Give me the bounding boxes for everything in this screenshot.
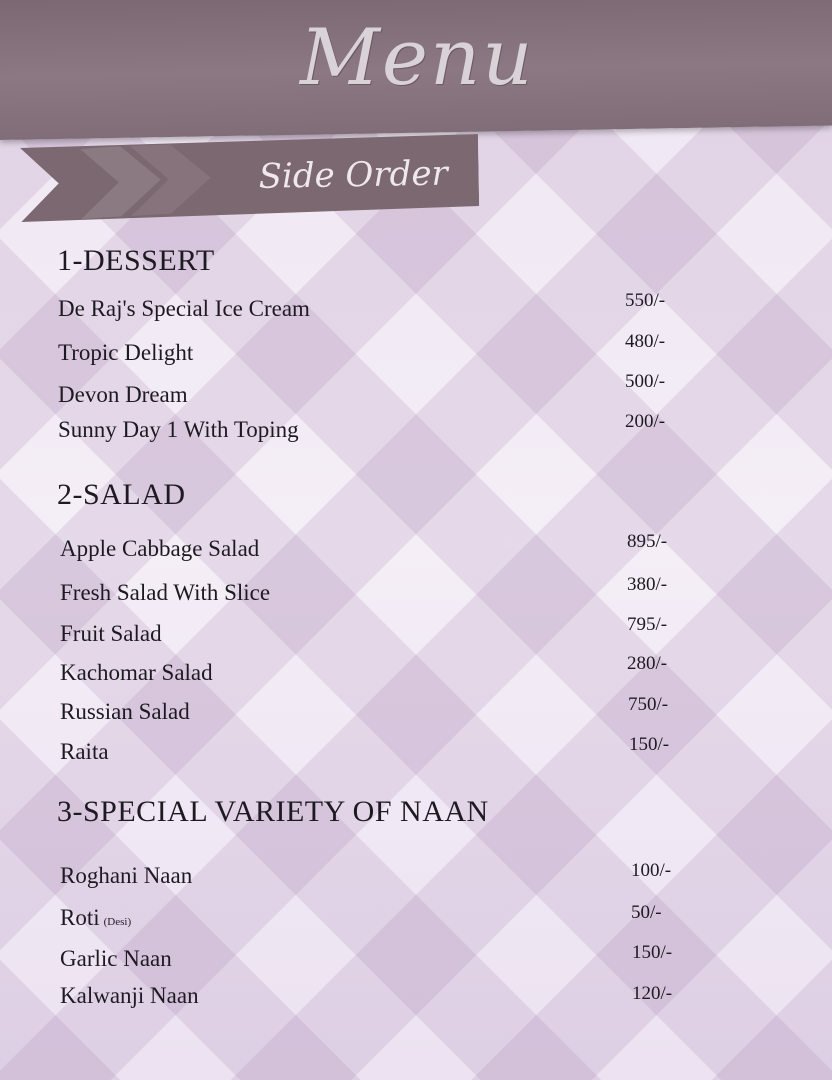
item-price: 500/- — [625, 371, 666, 392]
banner-label: Side Order — [258, 153, 449, 197]
item-price: 550/- — [625, 290, 666, 311]
list-item: Sunny Day 1 With Toping — [58, 417, 299, 442]
section-title-dessert: 1-DESSERT — [57, 244, 215, 277]
item-price: 380/- — [627, 574, 668, 595]
side-order-banner — [20, 134, 479, 224]
menu-title: Menu — [300, 13, 535, 103]
list-item: Kachomar Salad — [60, 660, 213, 685]
item-price: 200/- — [625, 411, 666, 432]
list-item: Roghani Naan — [60, 863, 193, 888]
item-price: 480/- — [625, 331, 666, 352]
item-price: 50/- — [631, 902, 662, 923]
item-price: 750/- — [628, 694, 669, 715]
item-price: 150/- — [629, 734, 670, 755]
list-item: Roti (Desi) — [60, 905, 132, 930]
item-price: 120/- — [632, 983, 673, 1004]
item-price: 150/- — [632, 942, 673, 963]
list-item: Garlic Naan — [60, 946, 172, 971]
list-item: Tropic Delight — [58, 340, 194, 365]
item-price: 100/- — [631, 860, 672, 881]
list-item: Russian Salad — [60, 699, 190, 724]
list-item: Apple Cabbage Salad — [60, 536, 260, 561]
list-item: Fresh Salad With Slice — [60, 580, 271, 605]
section-title-naan: 3-SPECIAL VARIETY OF NAAN — [57, 795, 489, 828]
list-item: Raita — [60, 739, 109, 764]
item-note: (Desi) — [103, 916, 132, 928]
item-price: 895/- — [627, 531, 668, 552]
list-item: Kalwanji Naan — [60, 983, 199, 1008]
list-item: Devon Dream — [58, 382, 188, 407]
section-title-salad: 2-SALAD — [57, 478, 186, 511]
list-item: Fruit Salad — [60, 621, 162, 646]
list-item: De Raj's Special Ice Cream — [58, 296, 310, 321]
item-price: 795/- — [627, 614, 668, 635]
item-price: 280/- — [627, 653, 668, 674]
